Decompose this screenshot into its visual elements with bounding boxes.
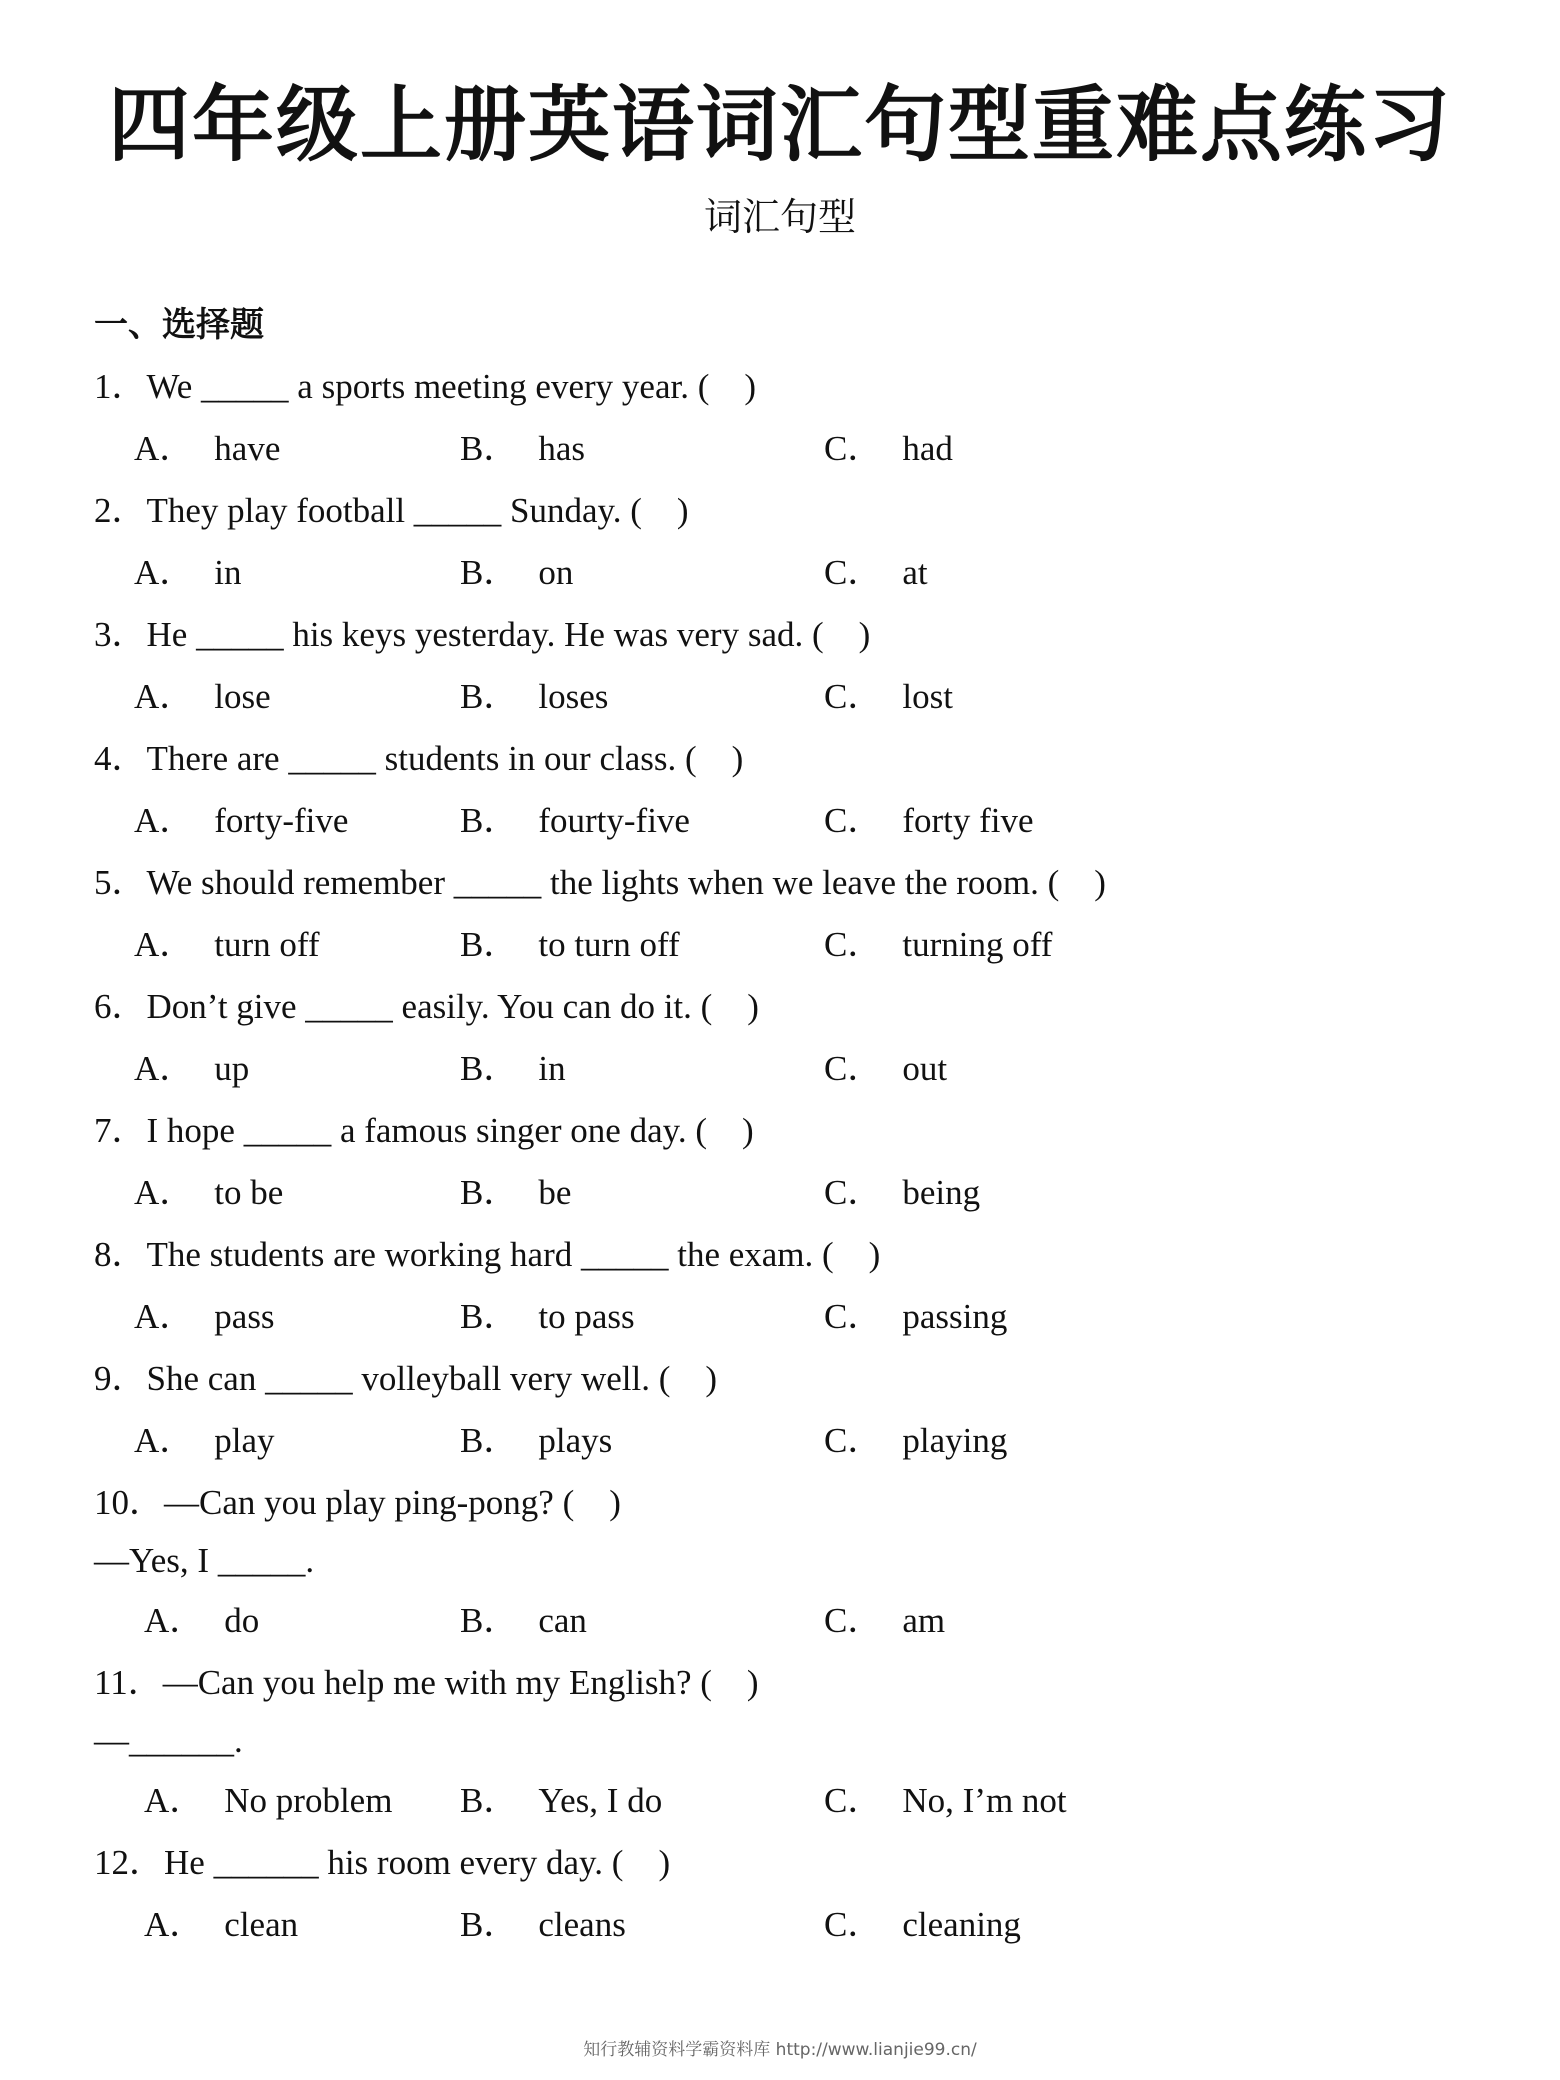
option-text: up (214, 1049, 250, 1088)
question-text: We _____ a sports meeting every year. ( ) (146, 367, 757, 406)
option-text: passing (902, 1297, 1008, 1336)
option-text: forty-five (214, 801, 349, 840)
question-stem (94, 1838, 670, 1888)
option-text: clean (224, 1905, 299, 1944)
answer-option[interactable] (824, 1168, 980, 1218)
option-letter: C． (824, 677, 883, 716)
option-text: had (902, 429, 953, 468)
option-text: loses (538, 677, 609, 716)
answer-option[interactable] (460, 796, 690, 846)
question-number: 6． (94, 987, 147, 1026)
option-letter: A． (144, 1905, 205, 1944)
question-stem (94, 1658, 759, 1708)
option-letter: A． (134, 1421, 195, 1460)
page-subtitle: 词汇句型 (703, 195, 856, 239)
option-text: forty five (902, 801, 1034, 840)
option-letter: A． (134, 429, 195, 468)
option-letter: A． (134, 1173, 195, 1212)
question-text: There are _____ students in our class. ( ) (146, 739, 744, 778)
option-letter: A． (134, 553, 195, 592)
option-text: playing (902, 1421, 1008, 1460)
answer-option[interactable] (460, 672, 608, 722)
option-text: on (538, 553, 574, 592)
option-letter: C． (824, 1421, 883, 1460)
answer-option[interactable] (824, 920, 1052, 970)
answer-option[interactable] (460, 1776, 662, 1826)
option-letter: A． (134, 1297, 195, 1336)
question-number: 5． (94, 863, 147, 902)
option-letter: B． (460, 677, 519, 716)
question-stem (94, 362, 756, 412)
option-text: No problem (224, 1781, 393, 1820)
option-text: am (902, 1601, 946, 1640)
option-letter: C． (824, 1173, 883, 1212)
question-text: Don’t give _____ easily. You can do it. ( ) (146, 987, 759, 1026)
option-text: lose (214, 677, 271, 716)
question-stem (94, 610, 870, 660)
question-number: 11． (94, 1663, 163, 1702)
answer-option[interactable] (134, 1168, 283, 1218)
answer-option[interactable] (134, 1044, 249, 1094)
question-stem (94, 1478, 621, 1528)
option-text: turning off (902, 925, 1053, 964)
option-text: out (902, 1049, 948, 1088)
option-text: fourty-five (538, 801, 690, 840)
question-text: The students are working hard _____ the exam. ( ) (146, 1235, 881, 1274)
question-text: We should remember _____ the lights when we leave the room. ( ) (146, 863, 1106, 902)
option-letter: B． (460, 1421, 519, 1460)
question-stem (94, 734, 743, 784)
option-letter: C． (824, 553, 883, 592)
answer-option[interactable] (134, 548, 242, 598)
option-letter: A． (134, 925, 195, 964)
question-number: 1． (94, 367, 147, 406)
answer-option[interactable] (460, 1292, 635, 1342)
option-text: plays (538, 1421, 613, 1460)
option-letter: C． (824, 1601, 883, 1640)
option-text: be (538, 1173, 572, 1212)
question-stem (94, 486, 689, 536)
answer-option[interactable] (824, 1044, 947, 1094)
option-letter: A． (134, 1049, 195, 1088)
question-stem (94, 1230, 880, 1280)
page-title: 四年级上册英语词汇句型重难点练习 (107, 78, 1452, 173)
question-number: 2． (94, 491, 147, 530)
section-heading: 一、选择题 (94, 305, 264, 345)
answer-option[interactable] (460, 424, 585, 474)
option-letter: B． (460, 1601, 519, 1640)
option-letter: A． (134, 677, 195, 716)
question-text: They play football _____ Sunday. ( ) (146, 491, 689, 530)
option-letter: B． (460, 1297, 519, 1336)
option-letter: C． (824, 1781, 883, 1820)
question-text: —Can you play ping-pong? ( ) (164, 1483, 621, 1522)
option-letter: B． (460, 1781, 519, 1820)
question-text: —Can you help me with my English? ( ) (162, 1663, 759, 1702)
option-text: cleaning (902, 1905, 1021, 1944)
option-letter: A． (134, 801, 195, 840)
question-stem (94, 858, 1106, 908)
question-text: He _____ his keys yesterday. He was very sad. ( ) (146, 615, 871, 654)
answer-option[interactable] (460, 1044, 566, 1094)
option-text: in (538, 1049, 566, 1088)
answer-option[interactable] (824, 424, 953, 474)
answer-option[interactable] (824, 1596, 945, 1646)
question-number: 10． (94, 1483, 165, 1522)
option-text: to turn off (538, 925, 680, 964)
answer-option[interactable] (460, 1416, 612, 1466)
option-letter: B． (460, 1173, 519, 1212)
answer-option[interactable] (134, 1416, 275, 1466)
question-text: I hope _____ a famous singer one day. ( ) (146, 1111, 754, 1150)
question-number: 12． (94, 1843, 165, 1882)
question-number: 7． (94, 1111, 147, 1150)
option-letter: B． (460, 553, 519, 592)
option-text: play (214, 1421, 275, 1460)
option-letter: A． (144, 1781, 205, 1820)
question-stem (94, 1354, 717, 1404)
option-letter: C． (824, 1905, 883, 1944)
option-letter: C． (824, 1049, 883, 1088)
question-number: 4． (94, 739, 147, 778)
answer-line: —______. (94, 1721, 243, 1760)
option-text: being (902, 1173, 981, 1212)
question-text: He ______ his room every day. ( ) (164, 1843, 671, 1882)
option-text: to pass (538, 1297, 635, 1336)
answer-option[interactable] (824, 796, 1034, 846)
answer-option[interactable] (824, 1776, 1067, 1826)
question-stem (94, 982, 759, 1032)
option-letter: B． (460, 1905, 519, 1944)
answer-option[interactable] (824, 1900, 1021, 1950)
question-text: She can _____ volleyball very well. ( ) (146, 1359, 718, 1398)
option-letter: C． (824, 801, 883, 840)
answer-option[interactable] (134, 424, 280, 474)
answer-option[interactable] (134, 672, 271, 722)
answer-option[interactable] (824, 548, 928, 598)
answer-option[interactable] (144, 1776, 392, 1826)
answer-option[interactable] (460, 1596, 587, 1646)
answer-option[interactable] (824, 1292, 1007, 1342)
option-text: lost (902, 677, 953, 716)
option-letter: A． (144, 1601, 205, 1640)
option-letter: B． (460, 1049, 519, 1088)
answer-option[interactable] (134, 920, 320, 970)
answer-option[interactable] (144, 1900, 298, 1950)
option-text: cleans (538, 1905, 626, 1944)
option-text: do (224, 1601, 260, 1640)
option-text: has (538, 429, 586, 468)
option-text: pass (214, 1297, 275, 1336)
answer-option[interactable] (460, 1168, 571, 1218)
question-number: 8． (94, 1235, 147, 1274)
answer-option[interactable] (824, 1416, 1007, 1466)
option-text: can (538, 1601, 587, 1640)
question-number: 9． (94, 1359, 147, 1398)
answer-option[interactable] (460, 920, 680, 970)
answer-option[interactable] (134, 1292, 275, 1342)
footer-source: 知行教辅资料学霸资料库 http://www.lianjie99.cn/ (583, 2040, 977, 2060)
answer-option[interactable] (824, 672, 953, 722)
option-letter: C． (824, 1297, 883, 1336)
option-text: in (214, 553, 242, 592)
option-letter: C． (824, 925, 883, 964)
option-letter: B． (460, 429, 519, 468)
answer-option[interactable] (460, 1900, 626, 1950)
option-text: at (902, 553, 928, 592)
answer-option[interactable] (460, 548, 573, 598)
option-text: have (214, 429, 281, 468)
option-letter: B． (460, 925, 519, 964)
option-text: No, I’m not (902, 1781, 1067, 1820)
question-number: 3． (94, 615, 147, 654)
answer-line: —Yes, I _____. (94, 1541, 315, 1580)
answer-option[interactable] (144, 1596, 259, 1646)
option-text: to be (214, 1173, 284, 1212)
answer-option[interactable] (134, 796, 348, 846)
option-text: turn off (214, 925, 320, 964)
option-text: Yes, I do (538, 1781, 663, 1820)
option-letter: B． (460, 801, 519, 840)
question-stem (94, 1106, 754, 1156)
option-letter: C． (824, 429, 883, 468)
